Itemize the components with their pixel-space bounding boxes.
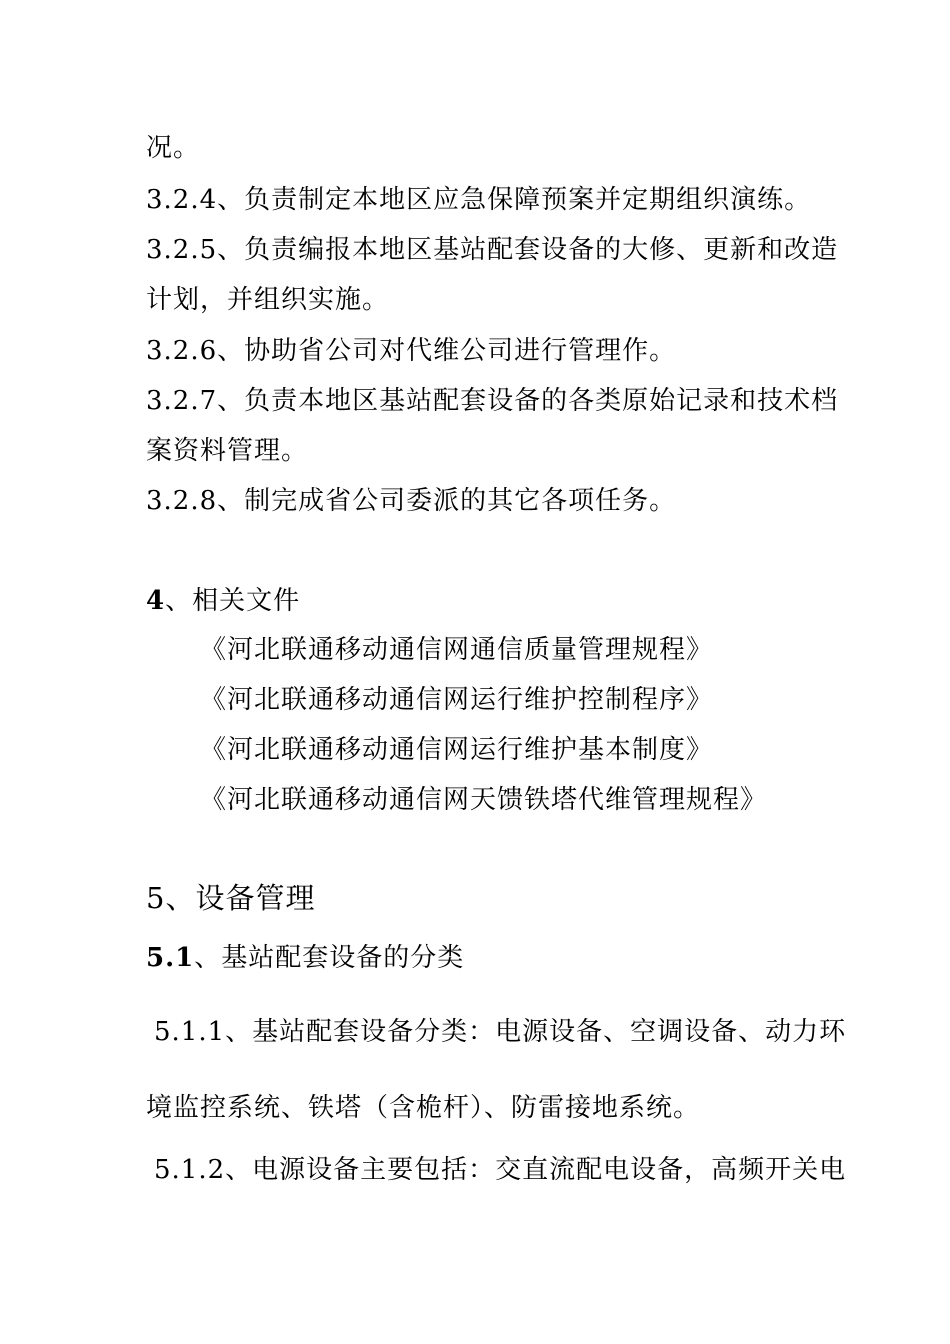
related-document: 《河北联通移动通信网天馈铁塔代维管理规程》 [200, 785, 768, 815]
section-5-heading: 5、设备管理 [146, 881, 316, 915]
clause-5-1-1: 5.1.1、基站配套设备分类：电源设备、空调设备、动力环 [154, 1017, 847, 1047]
clause-3-2-4: 3.2.4、负责制定本地区应急保障预案并定期组织演练。 [146, 185, 812, 215]
clause-3-2-7: 3.2.7、负责本地区基站配套设备的各类原始记录和技术档 [146, 386, 839, 416]
text-line: 计划，并组织实施。 [146, 285, 390, 315]
clause-5-1-2: 5.1.2、电源设备主要包括：交直流配电设备，高频开关电 [154, 1155, 847, 1185]
related-document: 《河北联通移动通信网通信质量管理规程》 [200, 635, 714, 665]
section-number: 4 [146, 586, 166, 616]
section-title: 、相关文件 [165, 586, 301, 616]
section-4-heading [146, 585, 300, 617]
text-line: 境监控系统、铁塔（含桅杆）、防雷接地系统。 [146, 1093, 701, 1123]
clause-3-2-8: 3.2.8、制完成省公司委派的其它各项任务。 [146, 486, 677, 516]
clause-3-2-5: 3.2.5、负责编报本地区基站配套设备的大修、更新和改造 [146, 235, 839, 265]
text-line: 案资料管理。 [146, 436, 309, 466]
subsection-number: 5.1 [146, 943, 195, 973]
related-document: 《河北联通移动通信网运行维护控制程序》 [200, 685, 714, 715]
subsection-title: 、基站配套设备的分类 [194, 943, 465, 973]
related-document: 《河北联通移动通信网运行维护基本制度》 [200, 735, 714, 765]
text-line: 况。 [146, 133, 201, 163]
clause-3-2-6: 3.2.6、协助省公司对代维公司进行管理作。 [146, 336, 677, 366]
section-5-1-heading [146, 942, 464, 974]
